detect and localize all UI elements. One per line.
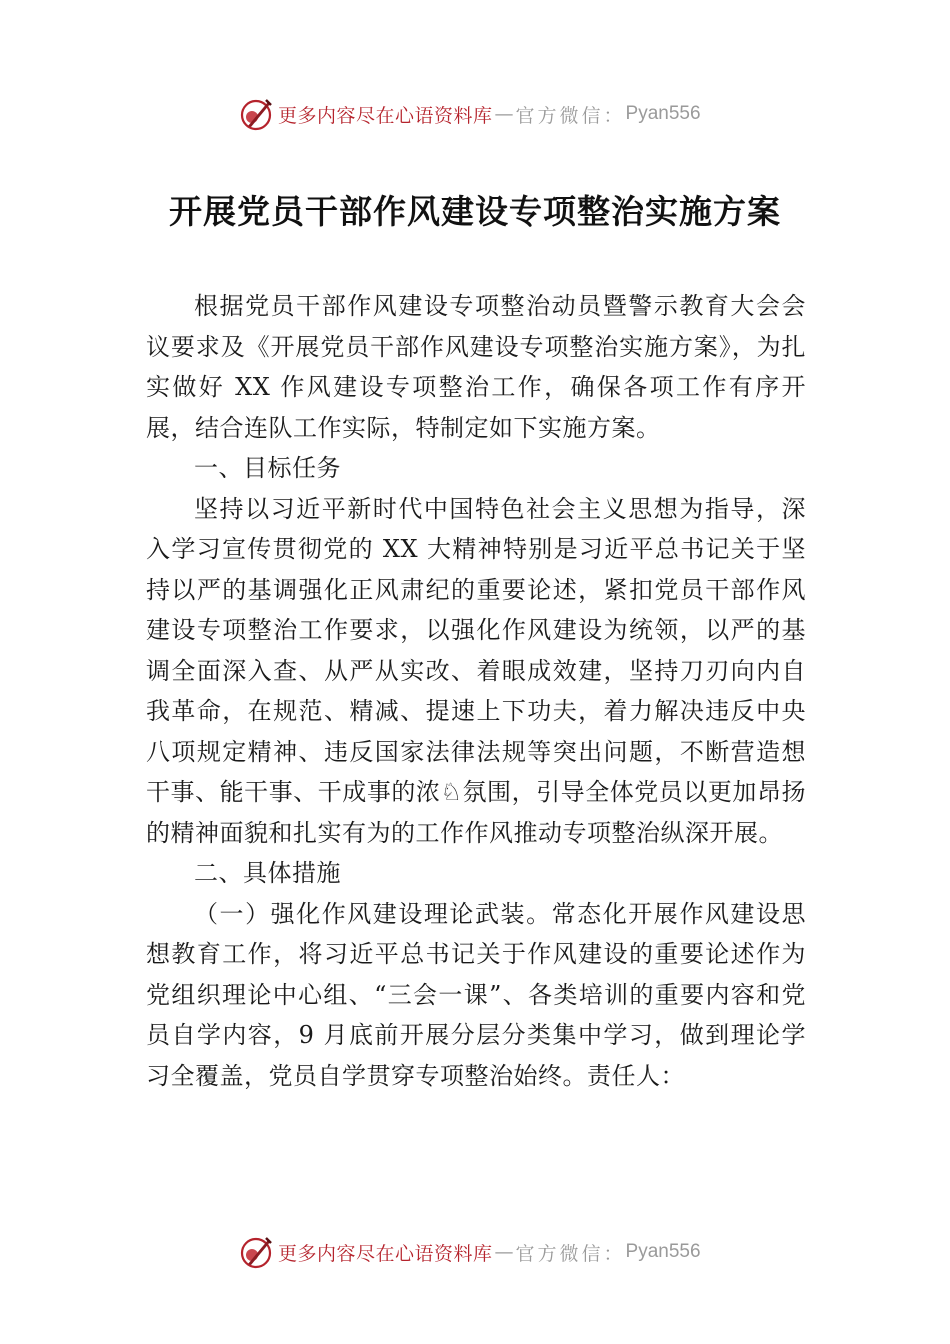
measures-paragraph-1: （一）强化作风建设理论武装。常态化开展作风建设思想教育工作，将习近平总书记关于作风建设的重要论述作为党组织理论中心组、“三会一课”、各类培训的重要内容和党员自学内容，9 月底前开展分层分类集中学习，做到理论学习全覆盖，党员自学贯穿专项整治始终。责任人： (146, 899, 806, 1090)
promo-text: 更多内容尽在心语资料库 (278, 1242, 493, 1265)
footer-banner (238, 1232, 758, 1272)
wechat-label: 官方微信： (515, 1242, 626, 1265)
wechat-label: 官方微信： (515, 104, 626, 127)
promo-text: 更多内容尽在心语资料库 (278, 104, 493, 127)
pen-logo-icon (238, 96, 274, 132)
header-banner (238, 94, 758, 134)
separator-dash: — (494, 103, 514, 125)
section-heading-goals: 一、目标任务 (194, 454, 341, 482)
intro-paragraph: 根据党员干部作风建设专项整治动员暨警示教育大会会议要求及《开展党员干部作风建设专项整治实施方案》，为扎实做好 XX 作风建设专项整治工作，确保各项工作有序开展，结合连队工作实际，特制定如下实施方案。 (146, 292, 806, 442)
wechat-id: Pyan556 (625, 103, 701, 124)
document-title: 开展党员干部作风建设专项整治实施方案 (169, 192, 781, 231)
goals-paragraph: 坚持以习近平新时代中国特色社会主义思想为指导，深入学习宣传贯彻党的 XX 大精神特别是习近平总书记关于坚持以严的基调强化正风肃纪的重要论述，紧扣党员干部作风建设专项整治工作要求，以强化作风建设为统领，以严的基调全面深入查、从严从实改、着眼成效建，坚持刀刃向内自我革命，在规范、精减、提速上下功夫，着力解决违反中央八项规定精神、违反国家法律法规等突出问题，不断营造想干事、能干事、干成事的浓♘氛围，引导全体党员以更加昂扬的精神面貌和扎实有为的工作作风推动专项整治纵深开展。 (146, 494, 806, 847)
section-heading-measures: 二、具体措施 (194, 859, 341, 887)
pen-logo-icon (238, 1234, 274, 1270)
wechat-id: Pyan556 (625, 1241, 701, 1262)
document-body (146, 286, 806, 1096)
separator-dash: — (494, 1241, 514, 1263)
